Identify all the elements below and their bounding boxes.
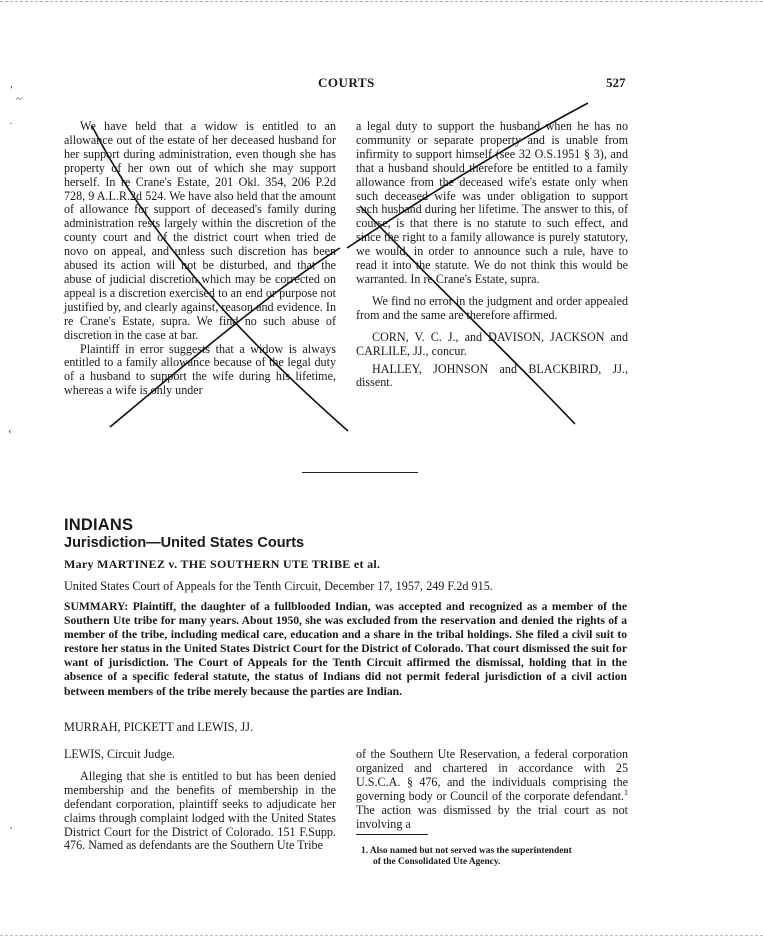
case-citation: United States Court of Appeals for the Tenth Circuit, December 17, 1957, 249 F.2d 915. [64, 579, 493, 593]
footnote-text: Also named but not served was the superintendent [369, 846, 572, 856]
opinion-text: of the Southern Ute Reservation, a federal corporation organized and chartered in accordance with 25 U.S.C.A. § 476, and the individuals comprising the governing body or Council of the corporate defendant. [356, 747, 628, 803]
paragraph: We have held that a widow is entitled to an allowance out of the estate of her deceased husband for her support during administration, even though she has property of her own out of which she may support herself. In re Crane's Estate, 201 Okl. 354, 206 P.2d 728, 9 A.L.R.2d 524. We have also held that the amount of allowance for support of deceased's family during administration rests largely within the discretion of the county court and of the district court when tried de novo on appeal, and unless such discretion has been abused its action will not be disturbed, and that the abuse of judicial discretion which may be corrected on appeal is a discretion exercised to an end or purpose not justified by, and clearly against, reason and evidence. In re Crane's Estate, supra. We find no such abuse of discretion in the case at bar. [64, 119, 336, 342]
margin-mark: ' [10, 825, 12, 837]
opinion-text: The action was dismissed by the trial court as not involving a [356, 802, 628, 831]
dissent: HALLEY, JOHNSON and BLACKBIRD, JJ., dissent. [356, 361, 628, 390]
left-column [64, 120, 336, 398]
top-scan-edge [0, 1, 763, 2]
bottom-scan-edge [0, 935, 763, 936]
paragraph: We find no error in the judgment and order appealed from and the same are therefore affirmed. [356, 293, 628, 322]
opinion-left-column [64, 748, 336, 853]
footnote [361, 846, 629, 868]
case-judges: MURRAH, PICKETT and LEWIS, JJ. [64, 720, 254, 734]
footnote-number: 1. [361, 846, 369, 856]
margin-mark: · [9, 118, 13, 130]
paragraph [356, 748, 628, 831]
case-title: Mary MARTINEZ v. THE SOUTHERN UTE TRIBE et al. [64, 557, 381, 571]
paragraph: a legal duty to support the husband when he has no community or separate property and is unable from infirmity to support himself (see 32 O.S.1951 § 3), and that a husband should therefore be entitled to a family allowance from the deceased wife's estate only when such deceased wife was under obligation to support such husband during her lifetime. The answer to this, of course, is that there is no statute to such effect, and since the right to a family allowance is purely statutory, we would, in order to announce such a rule, have to read it into the statute. We do not think this would be warranted. In re Crane's Estate, supra. [356, 119, 628, 286]
paragraph: Plaintiff in error suggests that a widow is always entitled to a family allowance because of the legal duty of a husband to support the wife during his lifetime, whereas a wife is only under [64, 341, 336, 398]
margin-mark: , [10, 78, 13, 90]
section-title: INDIANS [64, 516, 134, 534]
page-number: 527 [606, 75, 626, 90]
opinion-author: LEWIS, Circuit Judge. [64, 747, 175, 761]
case-summary: SUMMARY: Plaintiff, the daughter of a fullblooded Indian, was accepted and recognized as a member of the Southern Ute tribe for many years. About 1950, she was excluded from the reservation and denied the rights of a member of the tribe, including medical care, education and a share in the tribal holdings. She filed a civil suit to restore her status in the United States District Court for the District of Colorado. That court dismissed the suit for want of jurisdiction. The Court of Appeals for the Tenth Circuit affirmed the dismissal, holding that in the absence of a specific federal statute, the status of Indians did not permit federal jurisdiction of a civil action between members of the tribe merely because the parties are Indian. [64, 600, 627, 698]
section-separator [302, 472, 418, 473]
section-subtitle: Jurisdiction—United States Courts [64, 535, 305, 551]
concurrence: CORN, V. C. J., and DAVISON, JACKSON and CARLILE, JJ., concur. [356, 329, 628, 358]
opinion-right-column [356, 748, 628, 831]
running-head: COURTS [318, 75, 375, 90]
footnote-rule [356, 834, 428, 835]
paragraph: Alleging that she is entitled to but has been denied membership and the benefits of membership in the defendant corporation, plaintiff seeks to adjudicate her claims through complaint lodged with the United States District Court for the District of Colorado. 151 F.Supp. 476. Named as defendants are the Southern Ute Tribe [64, 768, 336, 853]
right-column [356, 120, 628, 390]
margin-mark: ‹ [8, 425, 12, 437]
margin-mark: ~ [16, 93, 22, 105]
footnote-ref[interactable]: 1 [624, 787, 628, 797]
footnote-text: of the Consolidated Ute Agency. [373, 856, 501, 867]
